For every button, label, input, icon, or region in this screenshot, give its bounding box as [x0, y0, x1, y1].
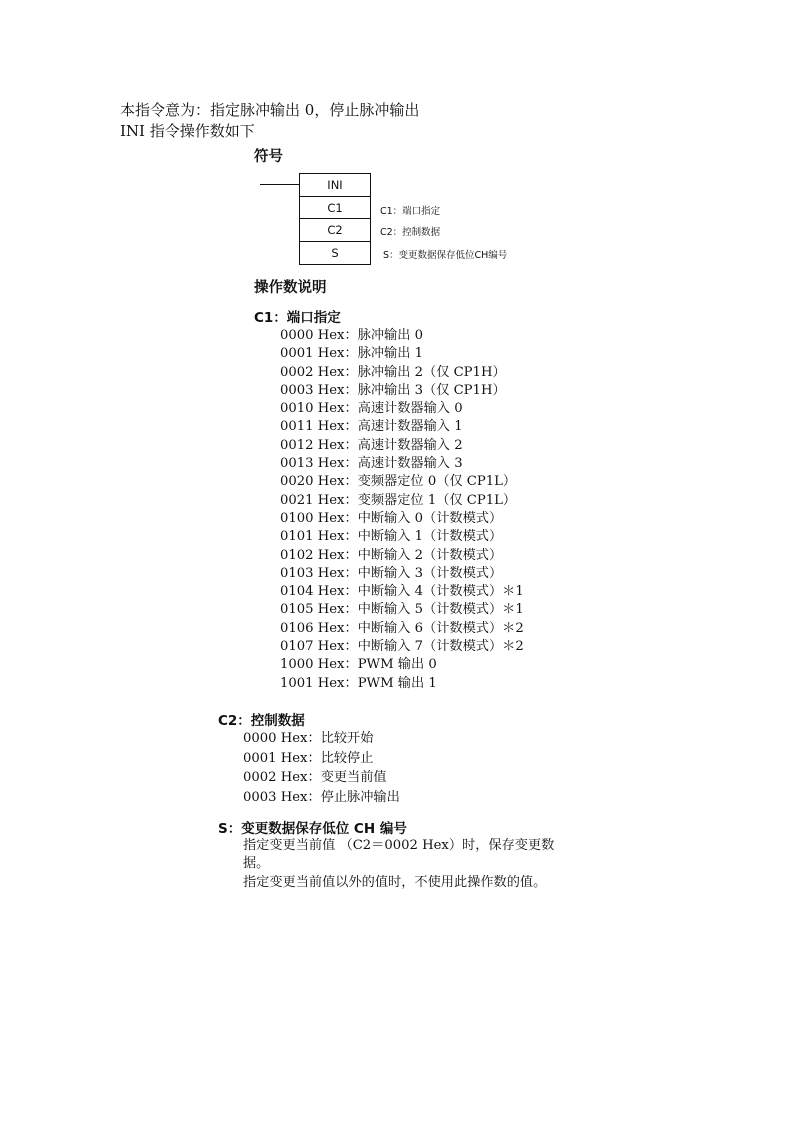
list-item [280, 601, 524, 619]
desc: PWM 输出 0 [357, 657, 437, 673]
code: 0013 Hex： [280, 456, 358, 472]
code: 0020 Hex： [280, 474, 358, 490]
desc: 中断输入 4（计数模式）＊1 [357, 584, 524, 600]
list-item [243, 729, 400, 749]
label-c2: C2：控制数据 [380, 227, 441, 238]
code: 0002 Hex： [243, 770, 321, 786]
code: 0105 Hex： [280, 602, 358, 618]
input-line [260, 184, 299, 185]
desc: 高速计数器输入 2 [357, 437, 463, 453]
c1-title: C1：端口指定 [254, 310, 341, 326]
s-desc-line-1: 指定变更当前值 （C2＝0002 Hex）时，保存变更数 [243, 838, 555, 853]
label-s: S：变更数据保存低位CH编号 [383, 250, 508, 261]
code: 0000 Hex： [243, 731, 321, 746]
list-item [280, 510, 524, 528]
list-item [280, 382, 524, 400]
code: 0107 Hex： [280, 639, 358, 655]
desc: 中断输入 6（计数模式）＊2 [357, 620, 524, 636]
box-cell-s: S [331, 245, 339, 260]
code: 0100 Hex： [280, 510, 358, 526]
desc: 停止脉冲输出 [320, 789, 400, 805]
s-desc-line-2: 据。 [243, 856, 270, 871]
desc: 脉冲输出 2（仅 CP1H） [357, 364, 506, 380]
s-desc-line-3: 指定变更当前值以外的值时，不使用此操作数的值。 [243, 875, 547, 890]
list-item [243, 768, 400, 788]
code: 0106 Hex： [280, 620, 358, 636]
code: 0011 Hex： [280, 419, 358, 435]
list-item [280, 675, 524, 693]
list-item [280, 565, 524, 583]
code: 0021 Hex： [280, 492, 358, 508]
desc: 脉冲输出 0 [357, 328, 424, 343]
list-item [280, 327, 524, 345]
c2-title: C2：控制数据 [218, 713, 305, 729]
code: 0000 Hex： [280, 328, 358, 343]
c2-list [243, 729, 400, 807]
s-title: S：变更数据保存低位 CH 编号 [218, 821, 407, 837]
list-item [280, 345, 524, 363]
desc: 高速计数器输入 3 [357, 456, 463, 472]
list-item [280, 473, 524, 491]
desc: 中断输入 5（计数模式）＊1 [357, 602, 524, 618]
list-item [280, 364, 524, 382]
list-item [243, 788, 400, 808]
ini-symbol-box [299, 173, 371, 265]
code: 0102 Hex： [280, 547, 358, 563]
list-item [280, 418, 524, 436]
list-item [280, 455, 524, 473]
desc: 中断输入 1（计数模式） [357, 529, 503, 545]
code: 0012 Hex： [280, 437, 358, 453]
code: 1000 Hex： [280, 657, 358, 673]
c1-list [280, 327, 524, 693]
code: 1001 Hex： [280, 675, 358, 691]
list-item [280, 620, 524, 638]
desc: 中断输入 0（计数模式） [357, 510, 503, 526]
code: 0103 Hex： [280, 565, 358, 581]
code: 0003 Hex： [280, 382, 358, 398]
code: 0104 Hex： [280, 584, 358, 600]
list-item [280, 437, 524, 455]
desc: 变频器定位 0（仅 CP1L） [357, 474, 517, 490]
code: 0002 Hex： [280, 364, 358, 380]
desc: 变频器定位 1（仅 CP1L） [357, 492, 517, 508]
desc: 比较停止 [320, 750, 374, 766]
desc: 高速计数器输入 0 [357, 401, 463, 417]
desc: 变更当前值 [320, 770, 387, 786]
code: 0003 Hex： [243, 789, 321, 805]
box-cell-ini: INI [300, 174, 370, 197]
box-cell-c2: C2 [300, 219, 370, 242]
desc: 中断输入 3（计数模式） [357, 565, 503, 581]
intro-line-2: INI 指令操作数如下 [120, 122, 255, 140]
list-item [280, 492, 524, 510]
list-item [280, 528, 524, 546]
desc: 脉冲输出 3（仅 CP1H） [357, 382, 506, 398]
list-item [280, 656, 524, 674]
list-item [280, 583, 524, 601]
desc: PWM 输出 1 [357, 675, 437, 691]
desc: 脉冲输出 1 [357, 346, 424, 362]
desc: 中断输入 2（计数模式） [357, 547, 503, 563]
operands-title: 操作数说明 [254, 280, 327, 296]
list-item [243, 749, 400, 769]
desc: 中断输入 7（计数模式）＊2 [357, 639, 524, 655]
list-item [280, 547, 524, 565]
box-cell-c1: C1 [300, 197, 370, 220]
code: 0001 Hex： [243, 750, 321, 766]
list-item [280, 400, 524, 418]
intro-line-1: 本指令意为：指定脉冲输出 0，停止脉冲输出 [120, 101, 420, 119]
list-item [280, 638, 524, 656]
code: 0010 Hex： [280, 401, 358, 417]
code: 0101 Hex： [280, 529, 358, 545]
label-c1: C1：端口指定 [380, 206, 441, 217]
code: 0001 Hex： [280, 346, 358, 362]
symbol-title: 符号 [254, 149, 283, 165]
desc: 高速计数器输入 1 [357, 419, 463, 435]
desc: 比较开始 [320, 731, 374, 746]
